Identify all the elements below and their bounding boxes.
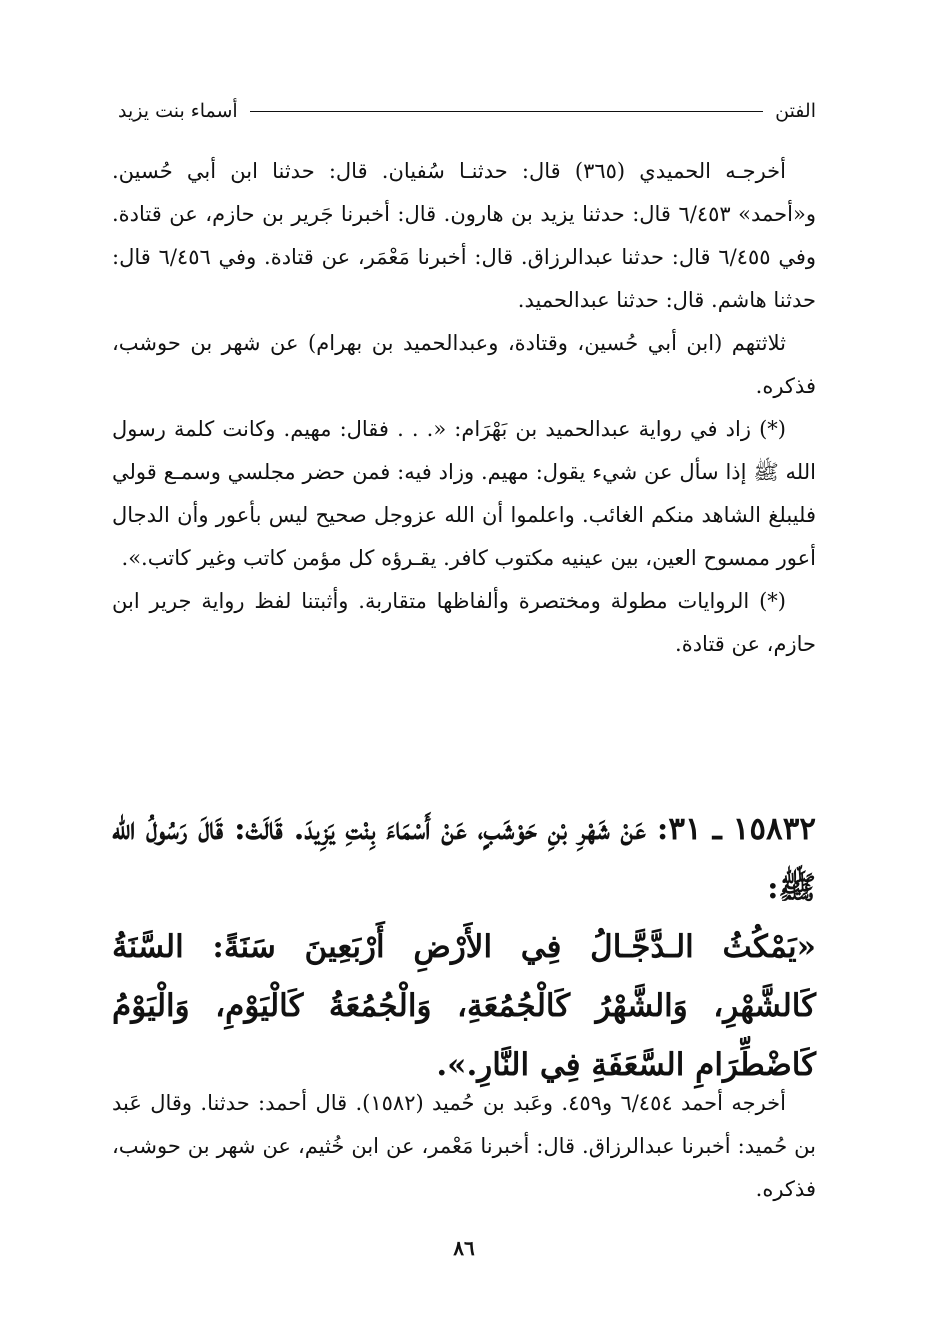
header-rule xyxy=(250,111,763,112)
hadith-isnad: ١٥٨٣٢ ـ ٣١: عَنْ شَهْرِ بْنِ حَوْشَبٍ، عَنْ أَسْمَاءَ بِنْتِ يَزِيدَ. قَالَتْ: قَالَ رَسُولُ الله ﷺ: xyxy=(112,811,817,906)
addition-note-paragraph: (*) زاد في رواية عبدالحميد بن بَهْرَام: «. . . فقال: مهيم. وكانت كلمة رسول الله ﷺ إذا سأل عن شيء يقول: مهيم. وزاد فيه: فمن حضر مجلسي وسمـع قولي فليبلغ الشاهد منكم الغائب. واعلموا أن الله عزوجل صحيح ليس بأعور وأن الدجال أعور ممسوح العين، بين عينيه مكتوب كافر. يقـرؤه كل مؤمن كاتب وغير كاتب.». xyxy=(112,417,816,570)
running-header xyxy=(118,96,816,126)
hadith-text xyxy=(112,800,816,1095)
hadith-matn: «يَمْكُثُ الـدَّجَّـالُ فِي الأَرْضِ أَرْبَعِينَ سَنَةً: السَّنَةُ كَالشَّهْرِ، وَالشَّهْرُ كَالْجُمُعَةِ، وَالْجُمُعَةُ كَالْيَوْمِ، وَالْيَوْمُ كَاضْطِّرَامِ السَّعَفَةِ فِي النَّارِ.». xyxy=(112,929,816,1083)
footnotes-bottom xyxy=(112,1082,816,1211)
chain-summary-paragraph: ثلاثتهم (ابن أبي حُسين، وقتادة، وعبدالحميد بن بهرام) عن شهر بن حوشب، فذكره. xyxy=(112,331,816,398)
book-title: الفتن xyxy=(775,100,816,122)
takhrij-paragraph-bottom: أخرجه أحمد ٦/٤٥٤ و٤٥٩. وعَبد بن حُميد (١٥٨٢). قال أحمد: حدثنا. وقال عَبد بن حُميد: أخبرنا عبدالرزاق. قال: أخبرنا مَعْمر، عن ابن خُثيم، عن شهر بن حوشب، فذكره. xyxy=(112,1091,816,1201)
section-title: أسماء بنت يزيد xyxy=(118,100,238,122)
page-number: ٨٦ xyxy=(453,1236,475,1260)
takhrij-paragraph: أخرجـه الحميدي (٣٦٥) قال: حدثنـا سُفيان. قال: حدثنا ابن أبي حُسين. و«أحمد» ٦/٤٥٣ قال: حدثنا يزيد بن هارون. قال: أخبرنا جَرير بن حازم، عن قتادة. وفي ٦/٤٥٥ قال: حدثنا عبدالرزاق. قال: أخبرنا مَعْمَر، عن قتادة. وفي ٦/٤٥٦ قال: حدثنا هاشم. قال: حدثنا عبدالحميد. xyxy=(112,159,817,312)
variants-note-paragraph: (*) الروايات مطولة ومختصرة وألفاظها متقاربة. وأثبتنا لفظ رواية جرير ابن حازم، عن قتادة. xyxy=(112,589,816,656)
footnotes-top xyxy=(112,150,816,666)
